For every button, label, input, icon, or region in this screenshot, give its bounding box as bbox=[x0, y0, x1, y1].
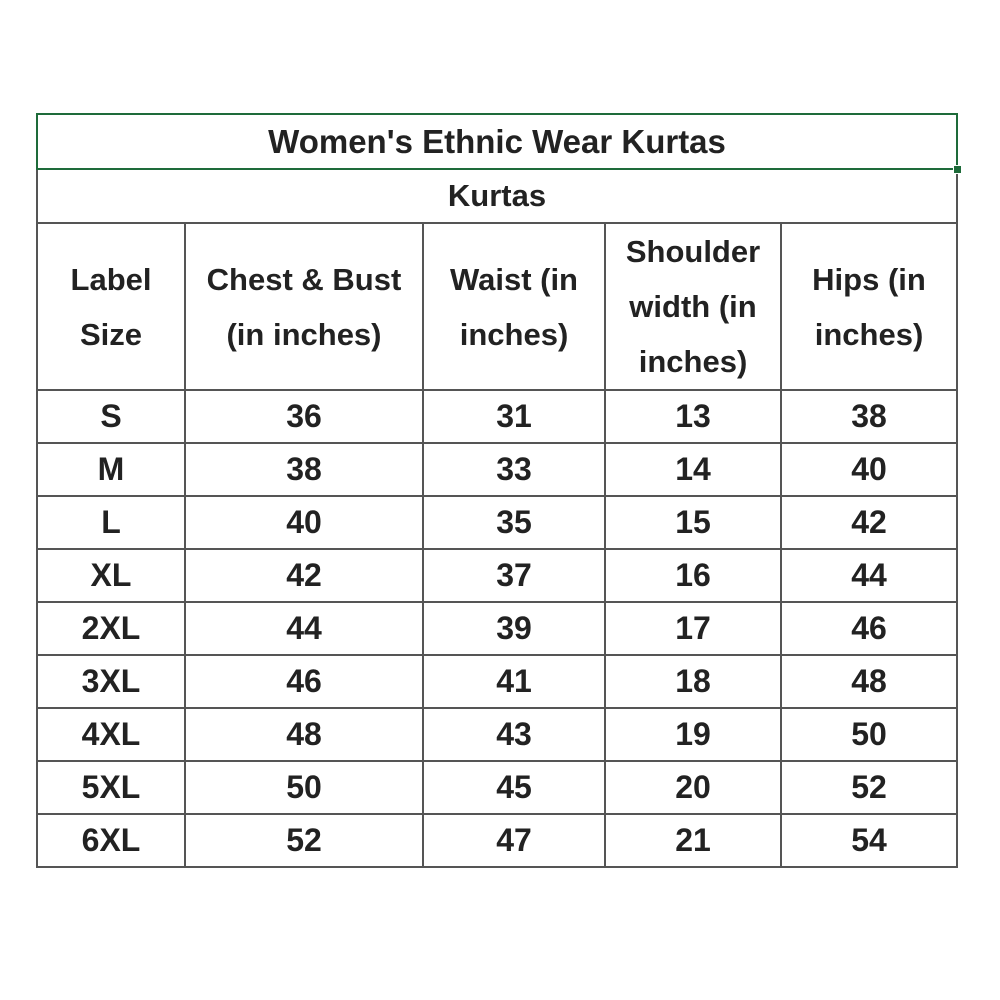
cell-value: XL bbox=[90, 557, 132, 593]
cell-value: 16 bbox=[675, 557, 711, 593]
cell-value: 13 bbox=[675, 398, 711, 434]
cell-value: 14 bbox=[675, 451, 711, 487]
cell-value: 38 bbox=[851, 398, 887, 434]
cell-shoulder-width[interactable] bbox=[605, 814, 781, 867]
cell-value: 15 bbox=[675, 504, 711, 540]
cell-chest-bust[interactable] bbox=[185, 602, 423, 655]
cell-value: S bbox=[100, 398, 122, 434]
cell-value: 50 bbox=[851, 716, 887, 752]
cell-shoulder-width[interactable] bbox=[605, 390, 781, 443]
fill-handle[interactable] bbox=[953, 165, 962, 174]
size-chart-table bbox=[36, 113, 958, 868]
header-shoulder-width: Shoulder width (in inches) bbox=[625, 234, 761, 379]
header-label-size: Label Size bbox=[70, 261, 152, 352]
header-cell-waist[interactable] bbox=[423, 223, 605, 390]
table-row bbox=[37, 655, 957, 708]
cell-chest-bust[interactable] bbox=[185, 761, 423, 814]
cell-label-size[interactable] bbox=[37, 708, 185, 761]
cell-waist[interactable] bbox=[423, 708, 605, 761]
cell-chest-bust[interactable] bbox=[185, 655, 423, 708]
spreadsheet-area bbox=[36, 113, 956, 868]
cell-value: 2XL bbox=[81, 610, 141, 646]
cell-waist[interactable] bbox=[423, 814, 605, 867]
cell-value: 19 bbox=[675, 716, 711, 752]
cell-waist[interactable] bbox=[423, 655, 605, 708]
cell-hips[interactable] bbox=[781, 390, 957, 443]
title-row bbox=[37, 114, 957, 169]
cell-value: 52 bbox=[851, 769, 887, 805]
cell-label-size[interactable] bbox=[37, 443, 185, 496]
header-cell-hips[interactable] bbox=[781, 223, 957, 390]
cell-value: 42 bbox=[286, 557, 322, 593]
cell-chest-bust[interactable] bbox=[185, 443, 423, 496]
cell-value: 54 bbox=[851, 822, 887, 858]
cell-hips[interactable] bbox=[781, 496, 957, 549]
cell-value: 46 bbox=[286, 663, 322, 699]
cell-shoulder-width[interactable] bbox=[605, 602, 781, 655]
header-row bbox=[37, 223, 957, 390]
cell-value: 21 bbox=[675, 822, 711, 858]
table-title: Women's Ethnic Wear Kurtas bbox=[268, 122, 726, 160]
cell-chest-bust[interactable] bbox=[185, 708, 423, 761]
subtitle-row bbox=[37, 169, 957, 223]
cell-value: 48 bbox=[286, 716, 322, 752]
table-row bbox=[37, 602, 957, 655]
cell-label-size[interactable] bbox=[37, 496, 185, 549]
cell-value: 36 bbox=[286, 398, 322, 434]
cell-value: 47 bbox=[496, 822, 532, 858]
table-row bbox=[37, 814, 957, 867]
cell-waist[interactable] bbox=[423, 602, 605, 655]
table-row bbox=[37, 496, 957, 549]
cell-label-size[interactable] bbox=[37, 549, 185, 602]
cell-value: 40 bbox=[851, 451, 887, 487]
cell-waist[interactable] bbox=[423, 761, 605, 814]
cell-hips[interactable] bbox=[781, 814, 957, 867]
cell-value: 37 bbox=[496, 557, 532, 593]
header-cell-label-size[interactable] bbox=[37, 223, 185, 390]
table-row bbox=[37, 761, 957, 814]
cell-value: 18 bbox=[675, 663, 711, 699]
cell-value: L bbox=[101, 504, 121, 540]
cell-value: 41 bbox=[496, 663, 532, 699]
cell-shoulder-width[interactable] bbox=[605, 496, 781, 549]
cell-chest-bust[interactable] bbox=[185, 496, 423, 549]
header-waist: Waist (in inches) bbox=[449, 261, 578, 352]
cell-label-size[interactable] bbox=[37, 655, 185, 708]
cell-value: 3XL bbox=[81, 663, 141, 699]
cell-value: 46 bbox=[851, 610, 887, 646]
cell-chest-bust[interactable] bbox=[185, 814, 423, 867]
cell-value: M bbox=[97, 451, 125, 487]
table-row bbox=[37, 390, 957, 443]
cell-value: 44 bbox=[286, 610, 322, 646]
cell-value: 42 bbox=[851, 504, 887, 540]
cell-value: 33 bbox=[496, 451, 532, 487]
cell-label-size[interactable] bbox=[37, 761, 185, 814]
cell-value: 43 bbox=[496, 716, 532, 752]
cell-hips[interactable] bbox=[781, 655, 957, 708]
cell-shoulder-width[interactable] bbox=[605, 708, 781, 761]
cell-value: 39 bbox=[496, 610, 532, 646]
cell-hips[interactable] bbox=[781, 549, 957, 602]
table-row bbox=[37, 708, 957, 761]
subtitle-cell[interactable] bbox=[37, 169, 957, 223]
cell-value: 5XL bbox=[81, 769, 141, 805]
cell-value: 4XL bbox=[81, 716, 141, 752]
cell-shoulder-width[interactable] bbox=[605, 761, 781, 814]
cell-value: 40 bbox=[286, 504, 322, 540]
table-subtitle: Kurtas bbox=[447, 178, 547, 213]
cell-hips[interactable] bbox=[781, 708, 957, 761]
cell-waist[interactable] bbox=[423, 443, 605, 496]
cell-shoulder-width[interactable] bbox=[605, 443, 781, 496]
cell-value: 38 bbox=[286, 451, 322, 487]
cell-waist[interactable] bbox=[423, 496, 605, 549]
cell-hips[interactable] bbox=[781, 761, 957, 814]
cell-label-size[interactable] bbox=[37, 390, 185, 443]
cell-value: 45 bbox=[496, 769, 532, 805]
cell-value: 6XL bbox=[81, 822, 141, 858]
title-cell[interactable] bbox=[37, 114, 957, 169]
cell-chest-bust[interactable] bbox=[185, 390, 423, 443]
cell-value: 50 bbox=[286, 769, 322, 805]
cell-value: 31 bbox=[496, 398, 532, 434]
cell-value: 48 bbox=[851, 663, 887, 699]
cell-shoulder-width[interactable] bbox=[605, 655, 781, 708]
cell-waist[interactable] bbox=[423, 549, 605, 602]
cell-waist[interactable] bbox=[423, 390, 605, 443]
cell-value: 20 bbox=[675, 769, 711, 805]
cell-value: 35 bbox=[496, 504, 532, 540]
cell-value: 52 bbox=[286, 822, 322, 858]
cell-hips[interactable] bbox=[781, 602, 957, 655]
cell-value: 44 bbox=[851, 557, 887, 593]
cell-label-size[interactable] bbox=[37, 814, 185, 867]
cell-shoulder-width[interactable] bbox=[605, 549, 781, 602]
header-cell-chest-bust[interactable] bbox=[185, 223, 423, 390]
cell-chest-bust[interactable] bbox=[185, 549, 423, 602]
header-cell-shoulder-width[interactable] bbox=[605, 223, 781, 390]
cell-hips[interactable] bbox=[781, 443, 957, 496]
header-hips: Hips (in inches) bbox=[812, 261, 926, 352]
header-chest-bust: Chest & Bust (in inches) bbox=[206, 261, 402, 352]
table-row bbox=[37, 549, 957, 602]
cell-label-size[interactable] bbox=[37, 602, 185, 655]
cell-value: 17 bbox=[675, 610, 711, 646]
table-row bbox=[37, 443, 957, 496]
